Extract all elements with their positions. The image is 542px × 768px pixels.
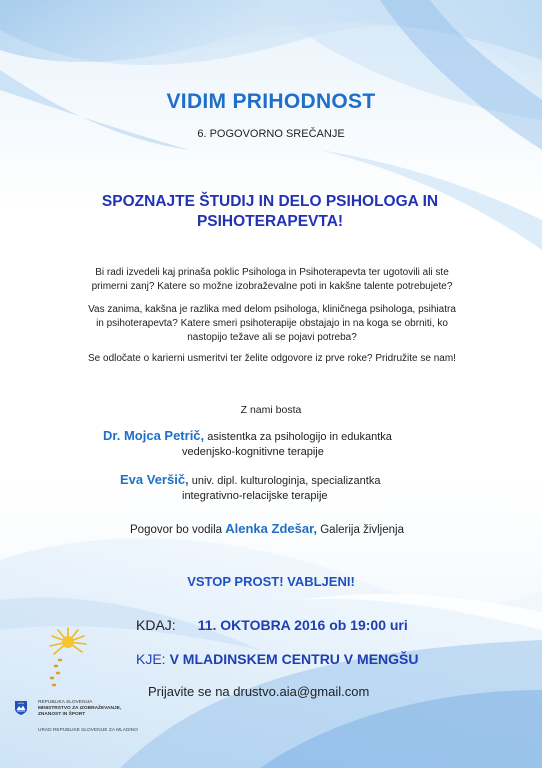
guest-1 <box>103 428 463 460</box>
host-name: Alenka Zdešar, <box>225 521 318 536</box>
free-entry-banner: VSTOP PROST! VABLJENI! <box>187 574 355 589</box>
slovenia-coat-of-arms-icon <box>14 700 28 716</box>
event-subtitle: 6. POGOVORNO SREČANJE <box>197 128 345 140</box>
guest-2-role-line-2: integrativno-relacijske terapije <box>182 490 328 502</box>
guest-1-role-line-2: vedenjsko-kognitivne terapije <box>182 446 324 458</box>
intro-p2-line-3: nastopijo težave ali se pojavi potreba? <box>187 332 357 343</box>
intro-paragraph-3: Se odločate o karierni usmeritvi ter želite odgovore iz prve roke? Pridružite se nam! <box>88 353 456 364</box>
guest-2-role-line-1: univ. dipl. kulturologinja, specializantka <box>188 475 381 487</box>
signup-email-link[interactable]: drustvo.aia@gmail.com <box>233 684 370 699</box>
where-label: KJE: <box>136 651 166 667</box>
guest-2 <box>120 472 460 504</box>
where-value: V MLADINSKEM CENTRU V MENGŠU <box>169 651 419 667</box>
when-value: 11. OKTOBRA 2016 ob 19:00 uri <box>197 617 408 633</box>
signup-line <box>148 684 369 699</box>
guest-1-role-line-1: asistentka za psihologijo in edukantka <box>204 431 392 443</box>
logo-line-3: ZNANOST IN ŠPORT <box>38 712 86 717</box>
sun-footprints-icon <box>30 620 100 690</box>
guest-1-name: Dr. Mojca Petrič, <box>103 428 205 443</box>
logo-office-line: URAD REPUBLIKE SLOVENIJE ZA MLADINO <box>38 728 138 733</box>
page-title: VIDIM PRIHODNOST <box>166 90 376 113</box>
headline-line-2: PSIHOTERAPEVTA! <box>196 213 344 230</box>
intro-p2-line-1: Vas zanima, kakšna je razlika med delom psihologa, kliničnega psihologa, psihiatra <box>88 304 456 315</box>
headline-line-1: SPOZNAJTE ŠTUDIJ IN DELO PSIHOLOGA IN <box>101 193 439 210</box>
ministry-logo <box>14 698 214 746</box>
event-date <box>136 617 408 633</box>
intro-paragraph-2 <box>68 303 476 345</box>
intro-p1-line-1: Bi radi izvedeli kaj prinaša poklic Psihologa in Psihoterapevta ter ugotovili ali ste <box>95 267 449 278</box>
guests-intro: Z nami bosta <box>240 404 302 416</box>
ministry-logo-text <box>38 700 121 718</box>
host-suffix: Galerija življenja <box>317 524 404 536</box>
logo-line-2: MINISTRSTVO ZA IZOBRAŽEVANJE, <box>38 706 122 711</box>
guest-2-name: Eva Veršič, <box>120 472 189 487</box>
intro-p1-line-2: primerni zanj? Katere so možne izobraževalne poti in kakšne talente potrebujete? <box>91 281 453 292</box>
when-label: KDAJ: <box>136 617 176 633</box>
signup-prefix: Prijavite se na <box>148 684 234 699</box>
logo-line-1: REPUBLIKA SLOVENIJA <box>38 700 93 705</box>
intro-p2-line-2: in psihoterapevta? Katere smeri psihoterapije obstajajo in na koga se obrniti, ko <box>96 318 448 329</box>
intro-paragraph-1 <box>68 266 476 294</box>
host-prefix: Pogovor bo vodila <box>130 524 226 536</box>
event-location <box>136 651 418 667</box>
host-line <box>130 521 510 538</box>
headline <box>40 192 500 232</box>
